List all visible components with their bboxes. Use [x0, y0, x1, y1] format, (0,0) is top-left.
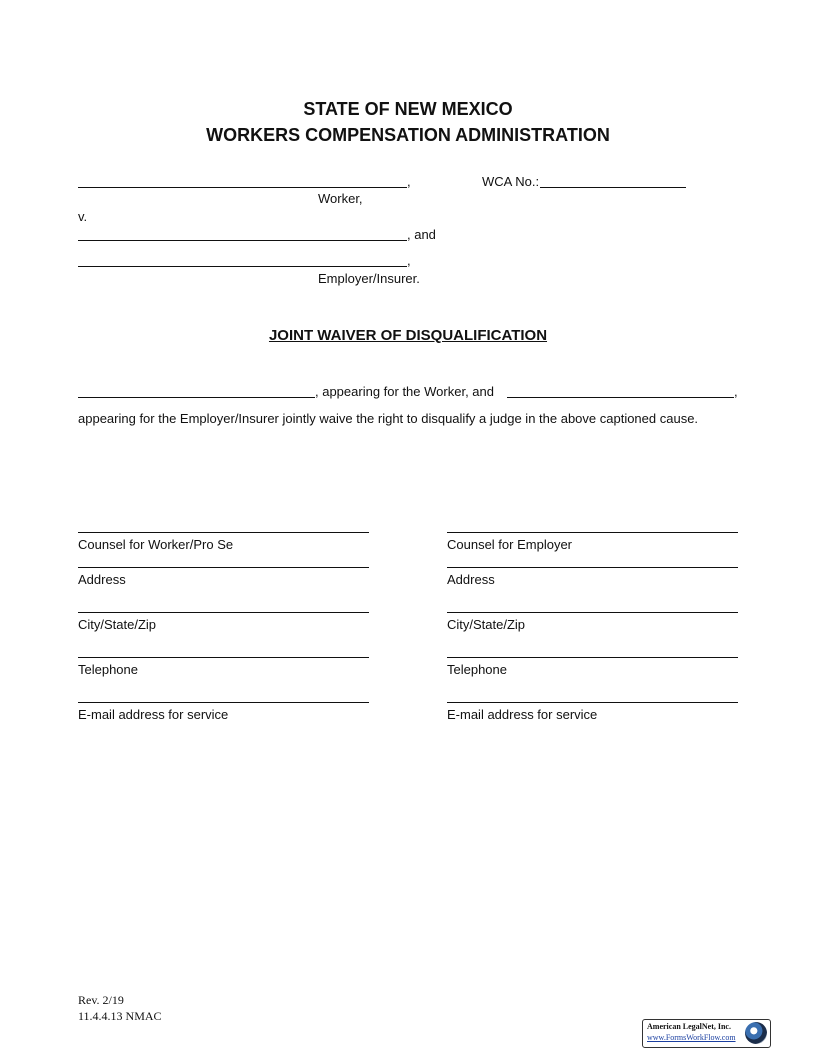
- waiver-statement: appearing for the Employer/Insurer jointly waive the right to disqualify a judge in the above captioned cause.: [78, 411, 699, 426]
- employer-address-line[interactable]: [447, 567, 738, 568]
- employer-telephone-label: Telephone: [447, 662, 507, 677]
- wca-number-line[interactable]: [540, 187, 686, 188]
- globe-icon: [745, 1022, 767, 1044]
- counsel-employer-label: Counsel for Employer: [447, 537, 572, 552]
- worker-counsel-signature-line[interactable]: [78, 532, 369, 533]
- worker-label: Worker,: [318, 191, 363, 206]
- worker-counsel-name-line[interactable]: [78, 397, 315, 398]
- versus-text: v.: [78, 209, 88, 224]
- logo-company-name: American LegalNet, Inc.: [647, 1022, 731, 1031]
- employer-city-line[interactable]: [447, 612, 738, 613]
- worker-city-label: City/State/Zip: [78, 617, 157, 632]
- employer-email-line[interactable]: [447, 702, 738, 703]
- worker-telephone-label: Telephone: [78, 662, 138, 677]
- american-legalnet-logo[interactable]: [642, 1019, 771, 1048]
- employer-counsel-name-line[interactable]: [507, 397, 734, 398]
- insurer-name-line[interactable]: [78, 266, 407, 267]
- worker-city-line[interactable]: [78, 612, 369, 613]
- employer-counsel-signature-line[interactable]: [447, 532, 738, 533]
- worker-name-line[interactable]: [78, 187, 407, 188]
- worker-email-label: E-mail address for service: [78, 707, 229, 722]
- insurer-comma: ,: [407, 253, 411, 268]
- employer-insurer-label: Employer/Insurer.: [318, 271, 420, 286]
- employer-city-label: City/State/Zip: [447, 617, 526, 632]
- wca-label: WCA No.:: [482, 174, 540, 189]
- worker-address-line[interactable]: [78, 567, 369, 568]
- worker-comma: ,: [407, 174, 411, 189]
- header-agency: WORKERS COMPENSATION ADMINISTRATION: [206, 125, 610, 145]
- employer-address-label: Address: [447, 572, 495, 587]
- logo-url[interactable]: www.FormsWorkFlow.com: [647, 1033, 736, 1042]
- worker-telephone-line[interactable]: [78, 657, 369, 658]
- revision-date: Rev. 2/19: [78, 993, 124, 1007]
- counsel-worker-label: Counsel for Worker/Pro Se: [78, 537, 234, 552]
- worker-email-line[interactable]: [78, 702, 369, 703]
- employer-name-line[interactable]: [78, 240, 407, 241]
- employer-telephone-line[interactable]: [447, 657, 738, 658]
- appearing-worker-text: , appearing for the Worker, and: [315, 384, 494, 399]
- and-text: , and: [407, 227, 436, 242]
- trailing-comma: ,: [734, 384, 738, 399]
- rule-citation: 11.4.4.13 NMAC: [78, 1009, 162, 1023]
- header-state: STATE OF NEW MEXICO: [303, 99, 513, 119]
- employer-email-label: E-mail address for service: [447, 707, 598, 722]
- document-title: JOINT WAIVER OF DISQUALIFICATION: [268, 327, 548, 344]
- worker-address-label: Address: [78, 572, 126, 587]
